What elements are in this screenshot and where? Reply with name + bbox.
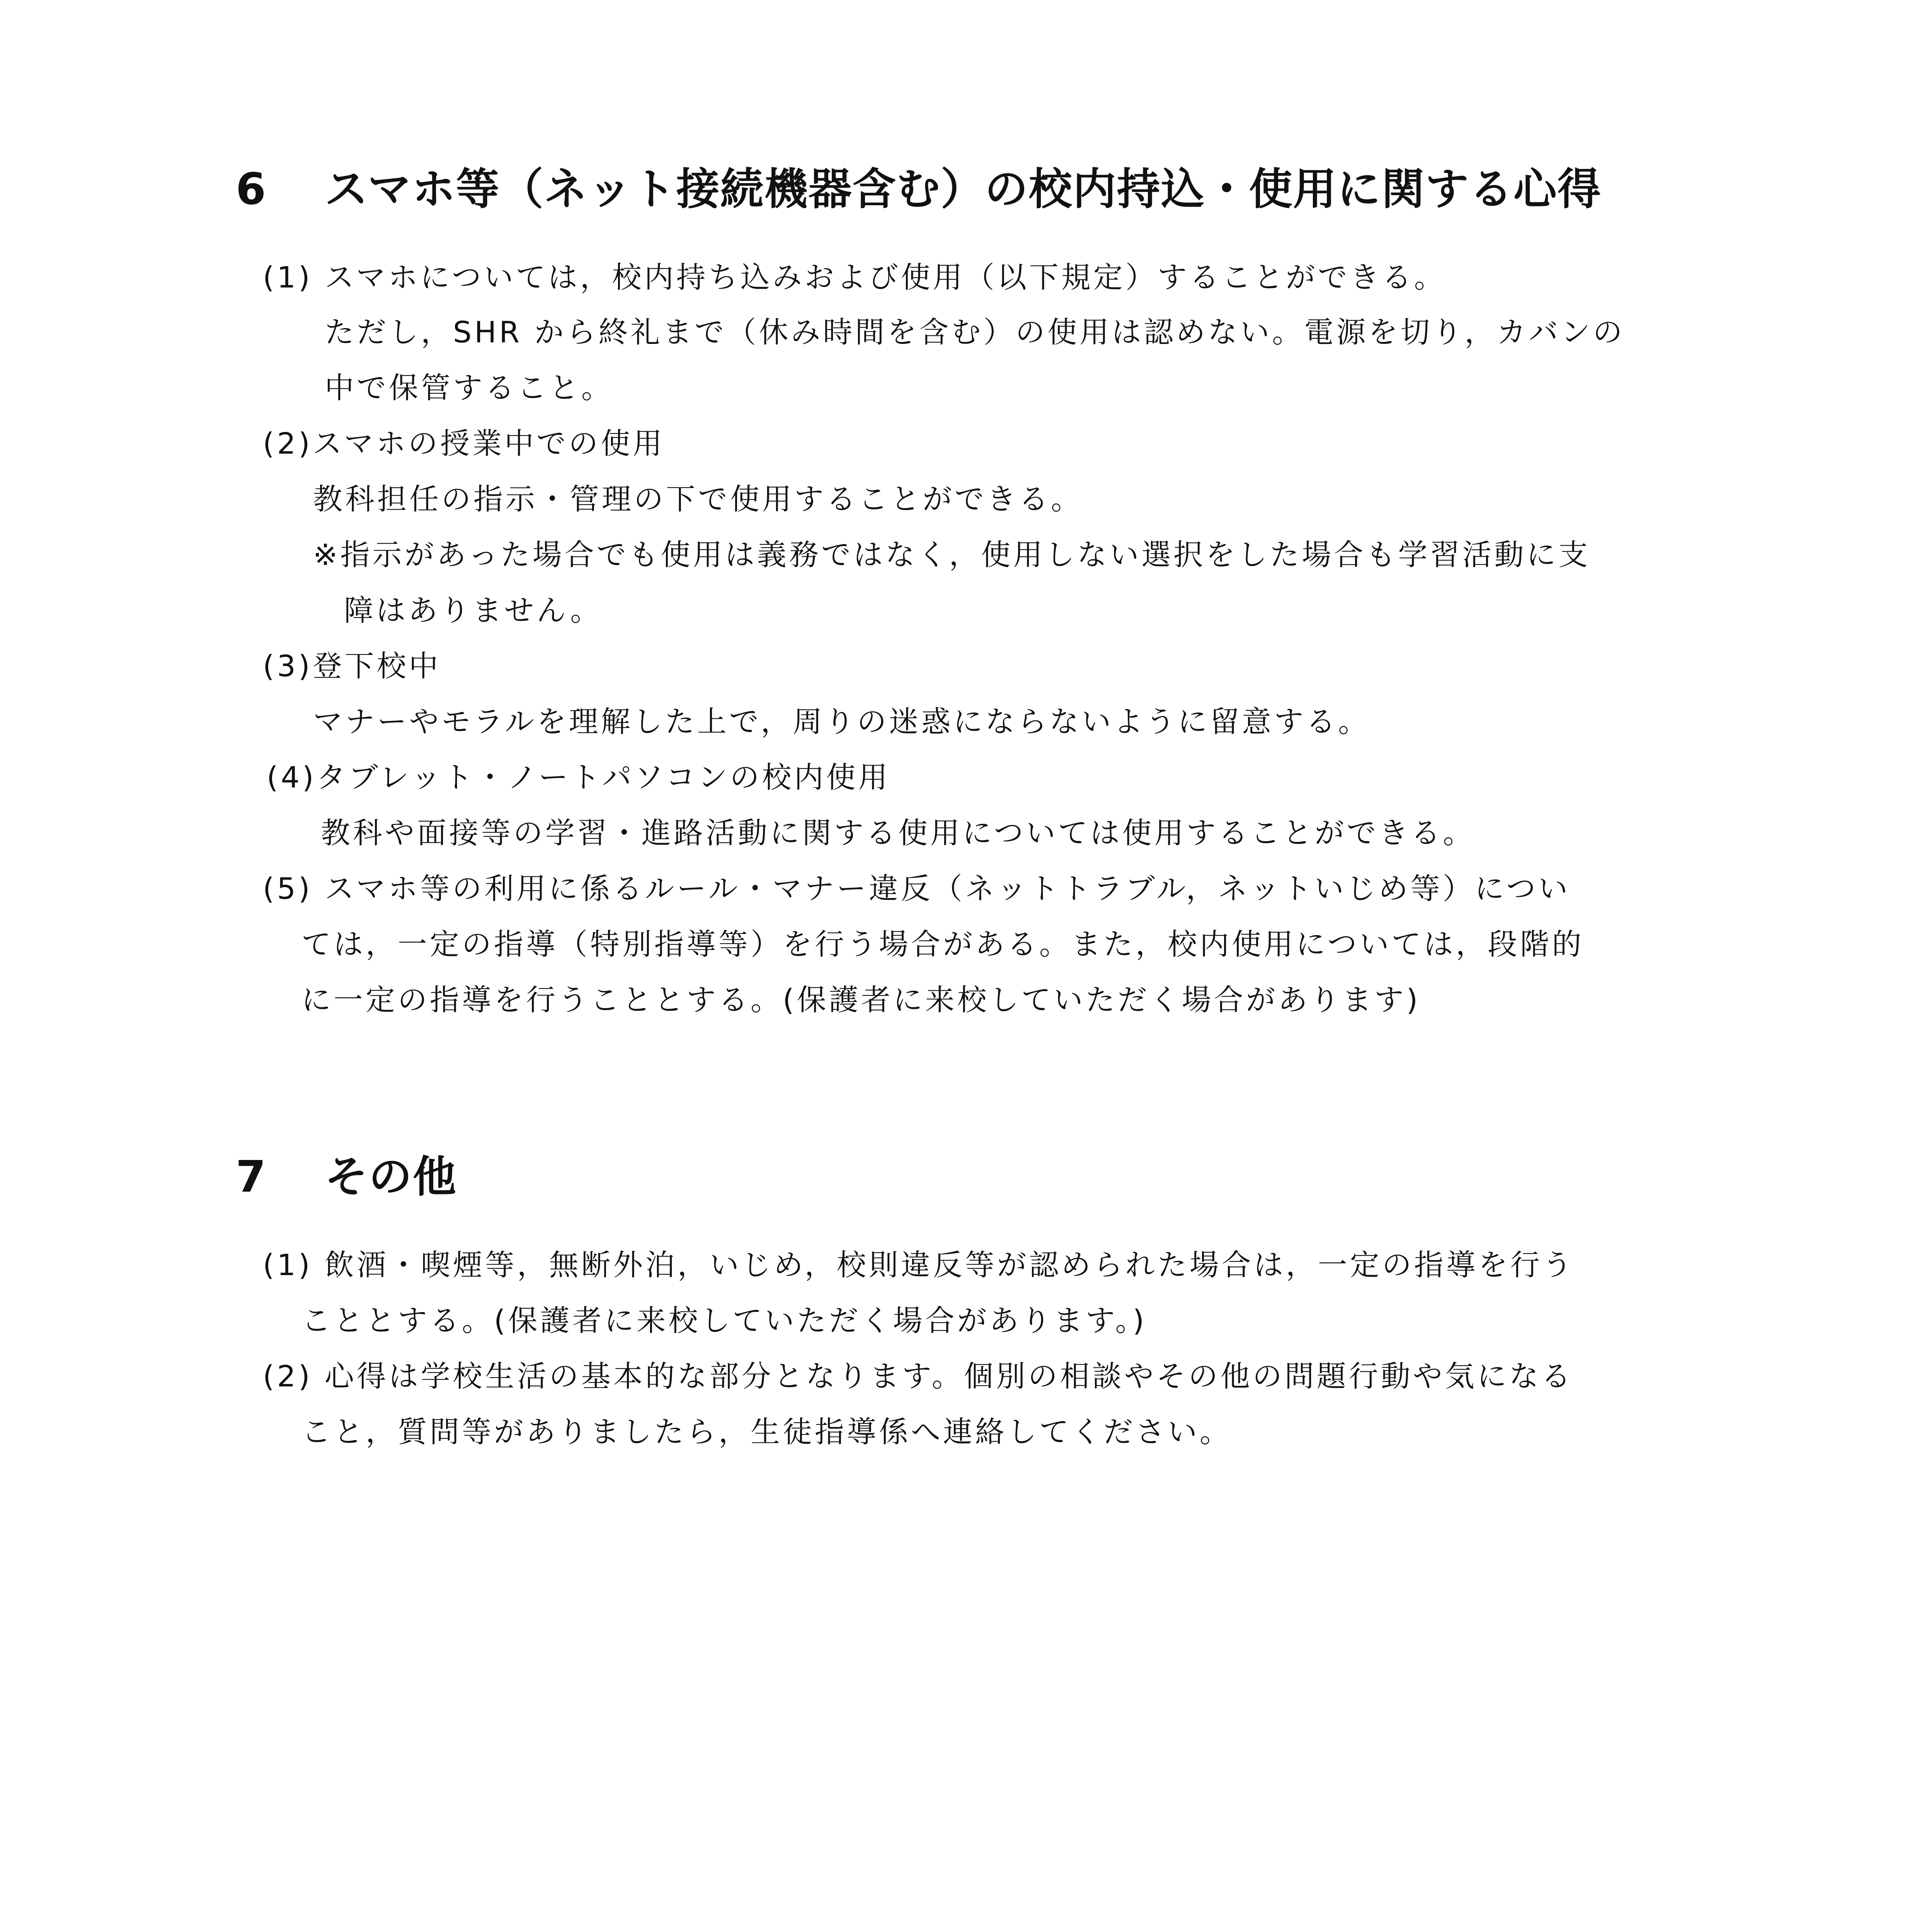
section-6-item-3-heading: (3)登下校中 <box>263 649 441 683</box>
section-6-item-2-line-1: 教科担任の指示・管理の下で使用することができる。 <box>313 482 1083 516</box>
section-6-item-2-heading: (2)スマホの授業中での使用 <box>263 426 665 461</box>
section-7-item-2-line-1: (2) 心得は学校生活の基本的な部分となります。個別の相談やその他の問題行動や気になる <box>263 1359 1573 1393</box>
section-7-item-2-line-2: こと，質問等がありましたら，生徒指導係へ連絡してください。 <box>301 1415 1232 1449</box>
section-6-heading <box>236 164 1602 214</box>
section-6-item-5-line-3: に一定の指導を行うこととする。(保護者に来校していただく場合があります) <box>301 983 1421 1017</box>
section-7-title: その他 <box>325 1152 457 1202</box>
section-6-item-5-line-1: (5) スマホ等の利用に係るルール・マナー違反（ネットトラブル，ネットいじめ等）につい <box>263 871 1571 906</box>
section-6-item-1-line-2: ただし，SHR から終礼まで（休み時間を含む）の使用は認めない。電源を切り，カバンの <box>325 315 1625 349</box>
section-6-title: スマホ等（ネット接続機器含む）の校内持込・使用に関する心得 <box>325 164 1602 214</box>
section-6-item-2-note-line-1: ※指示があった場合でも使用は義務ではなく，使用しない選択をした場合も学習活動に支 <box>313 537 1591 572</box>
section-6-item-4-line-1: 教科や面接等の学習・進路活動に関する使用については使用することができる。 <box>321 816 1475 850</box>
section-6-item-2-note-line-2: 障はありません。 <box>344 593 603 628</box>
section-6-item-4-heading: (4)タブレット・ノートパソコンの校内使用 <box>267 760 890 794</box>
section-6-item-1-line-1: (1) スマホについては，校内持ち込みおよび使用（以下規定）することができる。 <box>263 260 1446 294</box>
section-6-item-3-line-1: マナーやモラルを理解した上で，周りの迷惑にならないように留意する。 <box>313 704 1371 739</box>
section-6-item-5-line-2: ては，一定の指導（特別指導等）を行う場合がある。また，校内使用については，段階的 <box>301 927 1584 961</box>
section-7-heading <box>236 1152 457 1202</box>
section-6-item-1-line-3: 中で保管すること。 <box>325 371 613 405</box>
section-7-item-1-line-1: (1) 飲酒・喫煙等，無断外泊，いじめ，校則違反等が認められた場合は，一定の指導を行う <box>263 1248 1575 1282</box>
section-7-item-1-line-2: こととする。(保護者に来校していただく場合があります。) <box>301 1303 1147 1338</box>
section-7-number: 7 <box>236 1152 267 1202</box>
section-6-number: 6 <box>236 164 267 214</box>
